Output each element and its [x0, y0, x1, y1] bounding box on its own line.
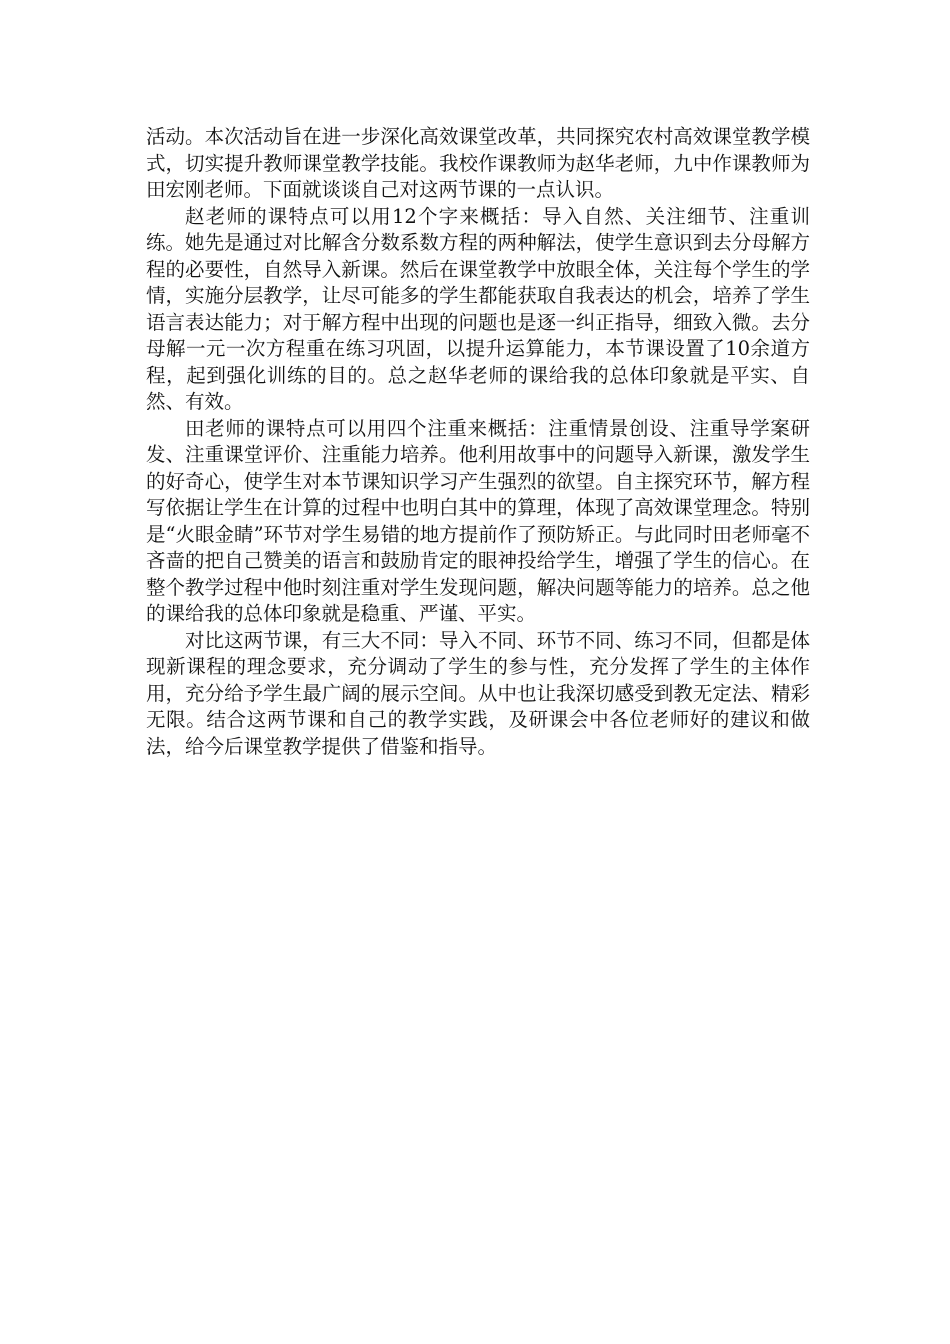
document-body — [146, 124, 810, 760]
paragraph-zhao-lesson: 赵老师的课特点可以用12个字来概括：导入自然、关注细节、注重训练。她先是通过对比解含分数系数方程的两种解法，使学生意识到去分母解方程的必要性，自然导入新课。然后在课堂教学中放眼全体，关注每个学生的学情，实施分层教学，让尽可能多的学生都能获取自我表达的机会，培养了学生语言表达能力；对于解方程中出现的问题也是逐一纠正指导，细致入微。去分母解一元一次方程重在练习巩固，以提升运算能力，本节课设置了10余道方程，起到强化训练的目的。总之赵华老师的课给我的总体印象就是平实、自然、有效。 — [146, 204, 810, 413]
paragraph-comparison: 对比这两节课，有三大不同：导入不同、环节不同、练习不同，但都是体现新课程的理念要求，充分调动了学生的参与性，充分发挥了学生的主体作用，充分给予学生最广阔的展示空间。从中也让我深切感受到教无定法、精彩无限。结合这两节课和自己的教学实践，及研课会中各位老师好的建议和做法，给今后课堂教学提供了借鉴和指导。 — [146, 628, 810, 758]
paragraph-tian-lesson: 田老师的课特点可以用四个注重来概括：注重情景创设、注重导学案研发、注重课堂评价、注重能力培养。他利用故事中的问题导入新课，激发学生的好奇心，使学生对本节课知识学习产生强烈的欲望。自主探究环节，解方程写依据让学生在计算的过程中也明白其中的算理，体现了高效课堂理念。特别是“火眼金睛”环节对学生易错的地方提前作了预防矫正。与此同时田老师毫不吝啬的把自己赞美的语言和鼓励肯定的眼神投给学生，增强了学生的信心。在整个教学过程中他时刻注重对学生发现问题，解决问题等能力的培养。总之他的课给我的总体印象就是稳重、严谨、平实。 — [146, 416, 810, 625]
paragraph-intro: 活动。本次活动旨在进一步深化高效课堂改革，共同探究农村高效课堂教学模式，切实提升教师课堂教学技能。我校作课教师为赵华老师，九中作课教师为田宏刚老师。下面就谈谈自己对这两节课的一点认识。 — [146, 125, 810, 201]
